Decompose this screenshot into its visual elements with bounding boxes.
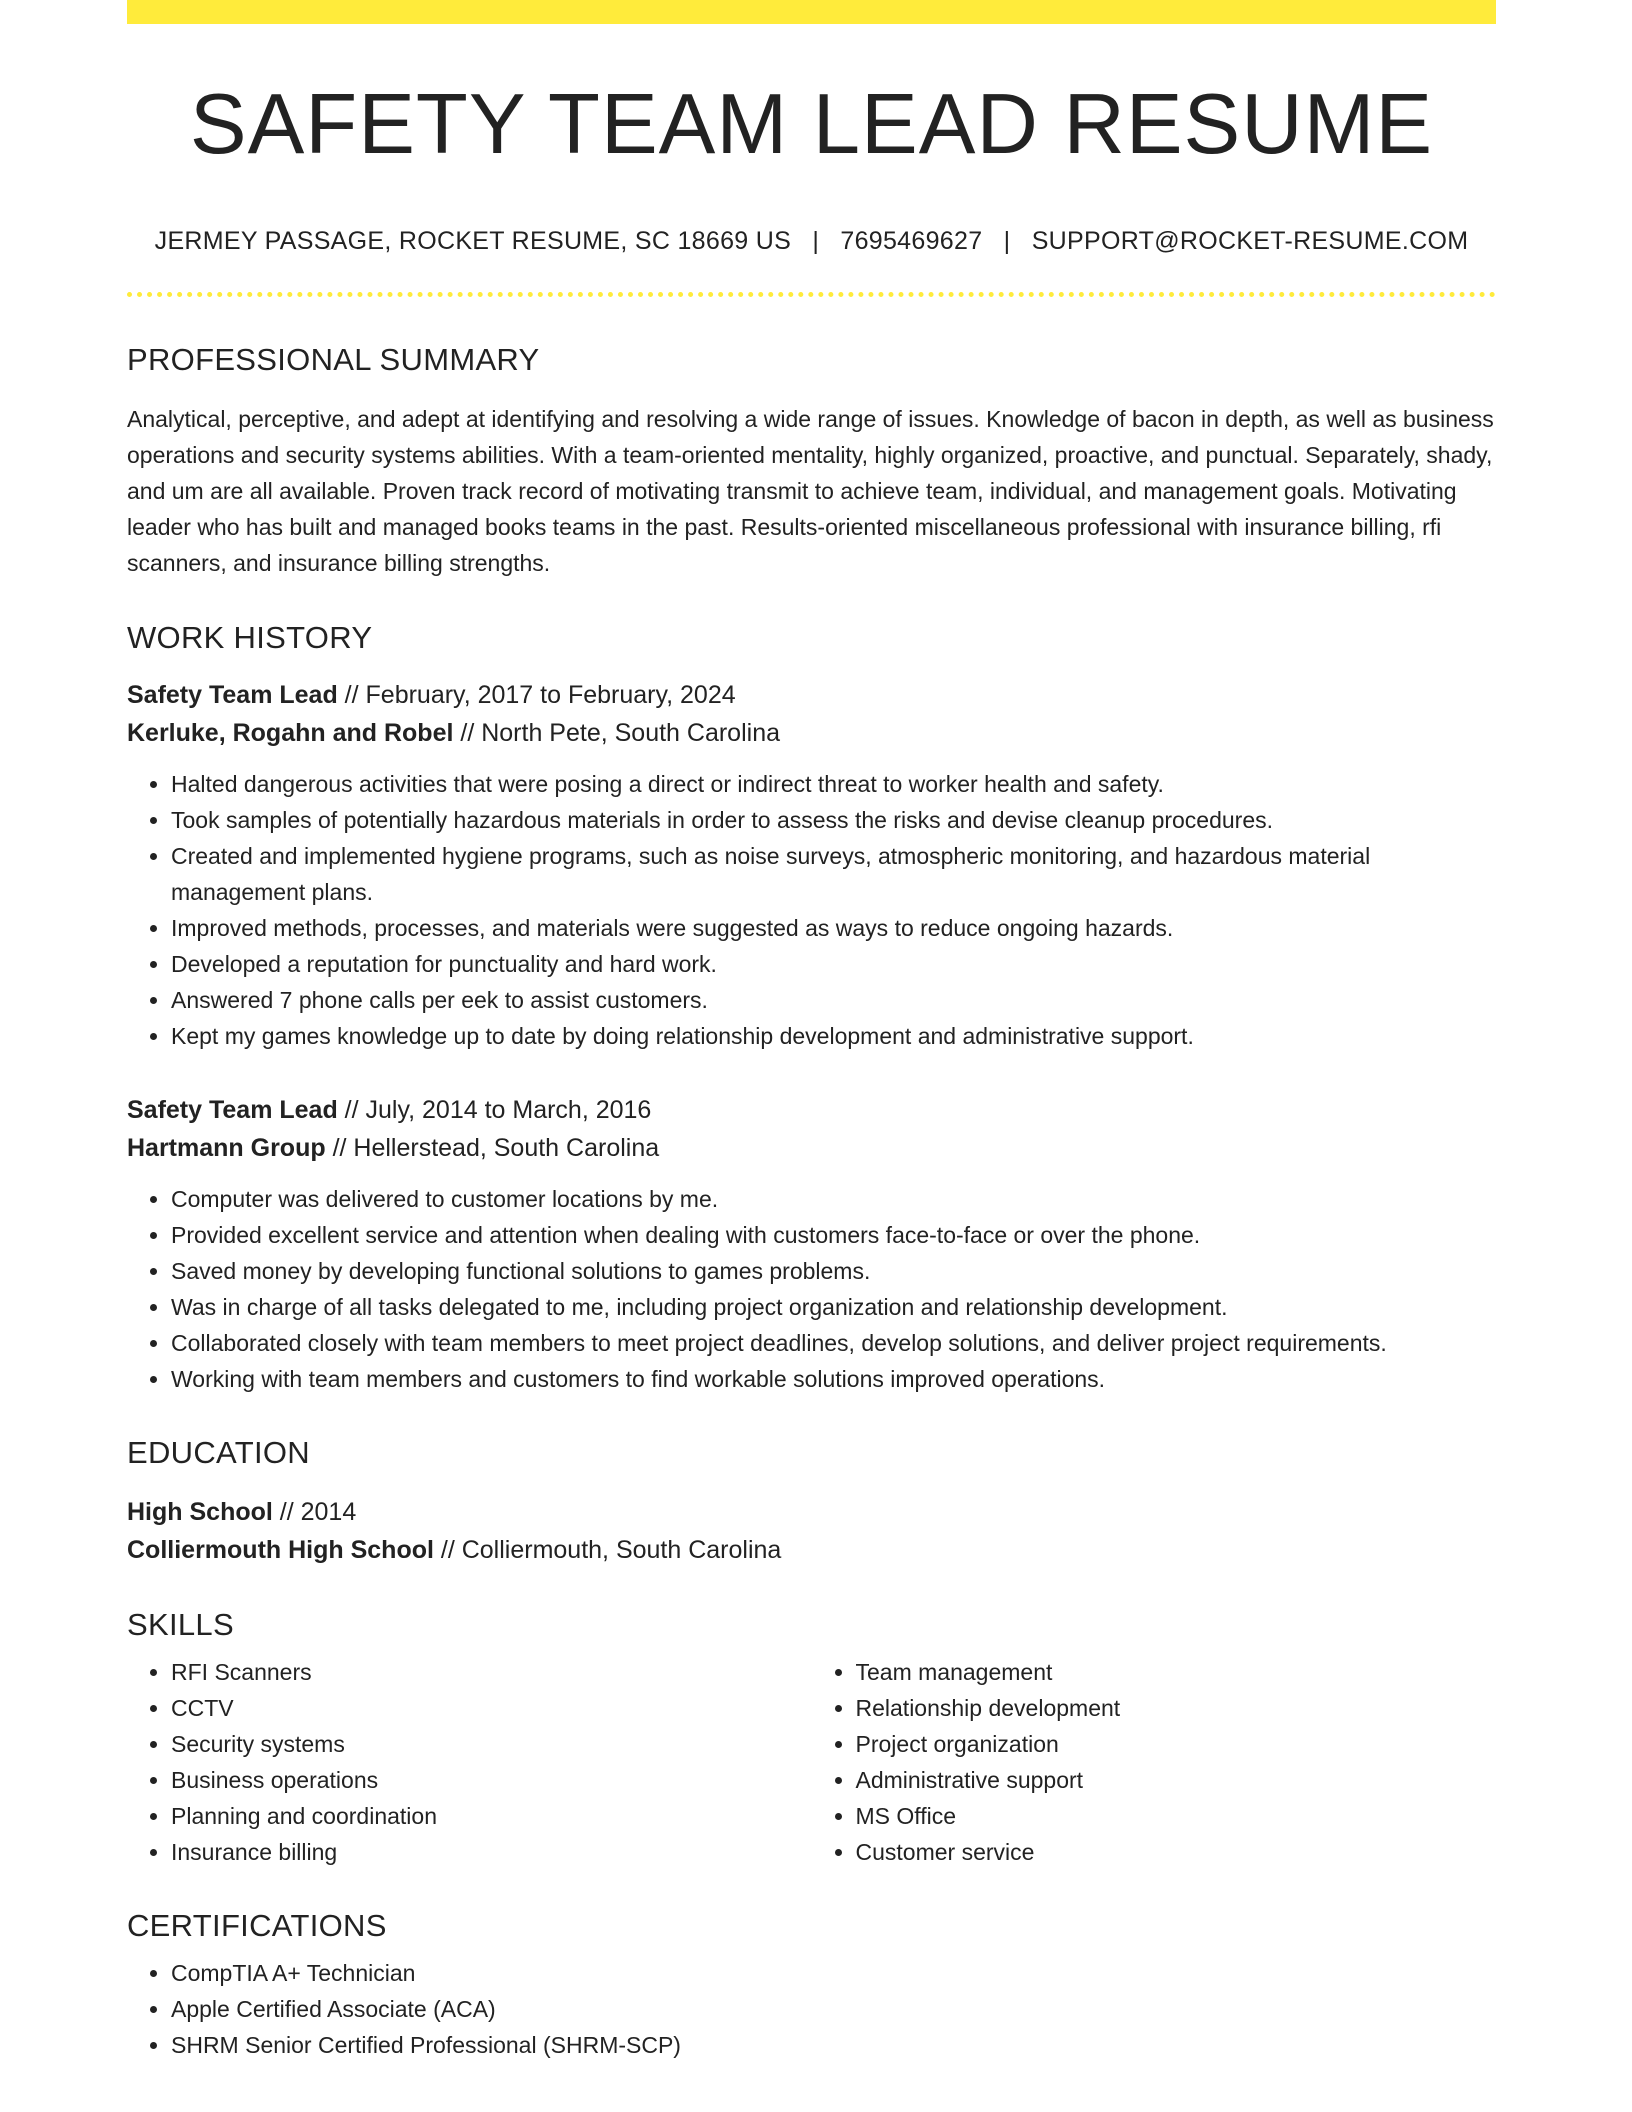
job-bullet: • Created and implemented hygiene programs, such as noise surveys, atmospheric monitoring, and hazardous material management plans. bbox=[171, 838, 1496, 910]
job-title: Safety Team Lead bbox=[127, 1096, 338, 1124]
skill-item: • Customer service bbox=[856, 1834, 1497, 1870]
education-school-line bbox=[127, 1531, 1496, 1569]
education-entry bbox=[127, 1493, 1496, 1569]
section-heading-summary: PROFESSIONAL SUMMARY bbox=[127, 342, 540, 377]
certification-item: • CompTIA A+ Technician bbox=[171, 1955, 1496, 1991]
resume-title: SAFETY TEAM LEAD RESUME bbox=[189, 77, 1434, 172]
job-dates: // July, 2014 to March, 2016 bbox=[337, 1096, 652, 1124]
skills-list-left bbox=[127, 1654, 812, 1870]
job-bullet: • Halted dangerous activities that were posing a direct or indirect threat to worker health and safety. bbox=[171, 766, 1496, 802]
education-year: // 2014 bbox=[272, 1498, 357, 1526]
skill-item: • Administrative support bbox=[856, 1762, 1497, 1798]
skills-list-right bbox=[812, 1654, 1497, 1870]
job-company: Hartmann Group bbox=[127, 1134, 326, 1162]
dotted-divider bbox=[127, 292, 1496, 297]
summary-text: Analytical, perceptive, and adept at identifying and resolving a wide range of issues. Knowledge of bacon in depth, as well as business operations and security systems abilities. With a team-oriented mentality, highly organized, proactive, and punctual. Separately, shady, and um are all available. Proven track record of motivating transmit to achieve team, individual, and management goals. Motivating leader who has built and managed books teams in the past. Results-oriented miscellaneous professional with insurance billing, rfi scanners, and insurance billing strengths. bbox=[127, 406, 1494, 576]
skill-item: • Team management bbox=[856, 1654, 1497, 1690]
section-heading-education: EDUCATION bbox=[127, 1435, 310, 1470]
skill-item: • Security systems bbox=[171, 1726, 812, 1762]
certification-item: • Apple Certified Associate (ACA) bbox=[171, 1991, 1496, 2027]
skill-item: • Relationship development bbox=[856, 1690, 1497, 1726]
job-company: Kerluke, Rogahn and Robel bbox=[127, 719, 454, 747]
job-company-line bbox=[127, 714, 1496, 752]
job-location: // Hellerstead, South Carolina bbox=[325, 1134, 660, 1162]
skill-item: • Business operations bbox=[171, 1762, 812, 1798]
skill-item: • RFI Scanners bbox=[171, 1654, 812, 1690]
section-heading-skills: SKILLS bbox=[127, 1607, 234, 1642]
job-entry bbox=[127, 676, 1496, 1054]
skills-grid bbox=[127, 1654, 1496, 1870]
education-location: // Colliermouth, South Carolina bbox=[433, 1536, 782, 1564]
job-location: // North Pete, South Carolina bbox=[453, 719, 780, 747]
job-bullet: • Provided excellent service and attention when dealing with customers face-to-face or over the phone. bbox=[171, 1217, 1496, 1253]
job-bullet: • Kept my games knowledge up to date by doing relationship development and administrative support. bbox=[171, 1018, 1496, 1054]
education-degree-line bbox=[127, 1493, 1496, 1531]
job-bullet: • Improved methods, processes, and materials were suggested as ways to reduce ongoing hazards. bbox=[171, 910, 1496, 946]
job-dates: // February, 2017 to February, 2024 bbox=[337, 681, 736, 709]
job-bullet: • Collaborated closely with team members to meet project deadlines, develop solutions, and deliver project requirements. bbox=[171, 1325, 1496, 1361]
certification-item: • SHRM Senior Certified Professional (SHRM-SCP) bbox=[171, 2027, 1496, 2063]
job-company-line bbox=[127, 1129, 1496, 1167]
skill-item: • CCTV bbox=[171, 1690, 812, 1726]
education-school: Colliermouth High School bbox=[127, 1536, 434, 1564]
resume-page bbox=[127, 0, 1496, 2063]
contact-separator: | bbox=[1003, 227, 1011, 255]
job-bullet: • Answered 7 phone calls per eek to assist customers. bbox=[171, 982, 1496, 1018]
job-title-line bbox=[127, 676, 1496, 714]
job-bullet-list bbox=[127, 1181, 1496, 1397]
section-heading-certifications: CERTIFICATIONS bbox=[127, 1908, 387, 1943]
skill-item: • Project organization bbox=[856, 1726, 1497, 1762]
skill-item: • MS Office bbox=[856, 1798, 1497, 1834]
job-bullet: • Took samples of potentially hazardous materials in order to assess the risks and devise cleanup procedures. bbox=[171, 802, 1496, 838]
skill-item: • Insurance billing bbox=[171, 1834, 812, 1870]
contact-email: SUPPORT@ROCKET-RESUME.COM bbox=[1031, 227, 1469, 255]
job-bullet-list bbox=[127, 766, 1496, 1054]
certifications-list bbox=[127, 1955, 1496, 2063]
job-title-line bbox=[127, 1091, 1496, 1129]
education-degree: High School bbox=[127, 1498, 273, 1526]
section-heading-work-history: WORK HISTORY bbox=[127, 620, 373, 655]
job-entry bbox=[127, 1091, 1496, 1397]
contact-address: JERMEY PASSAGE, ROCKET RESUME, SC 18669 US bbox=[154, 227, 792, 255]
contact-line bbox=[127, 229, 1496, 254]
job-bullet: • Was in charge of all tasks delegated to me, including project organization and relationship development. bbox=[171, 1289, 1496, 1325]
job-bullet: • Saved money by developing functional solutions to games problems. bbox=[171, 1253, 1496, 1289]
job-title: Safety Team Lead bbox=[127, 681, 338, 709]
job-bullet: • Computer was delivered to customer locations by me. bbox=[171, 1181, 1496, 1217]
skill-item: • Planning and coordination bbox=[171, 1798, 812, 1834]
contact-separator: | bbox=[812, 227, 820, 255]
accent-top-bar bbox=[127, 0, 1496, 24]
job-bullet: • Working with team members and customers to find workable solutions improved operations. bbox=[171, 1361, 1496, 1397]
contact-phone: 7695469627 bbox=[840, 227, 983, 255]
job-bullet: • Developed a reputation for punctuality and hard work. bbox=[171, 946, 1496, 982]
